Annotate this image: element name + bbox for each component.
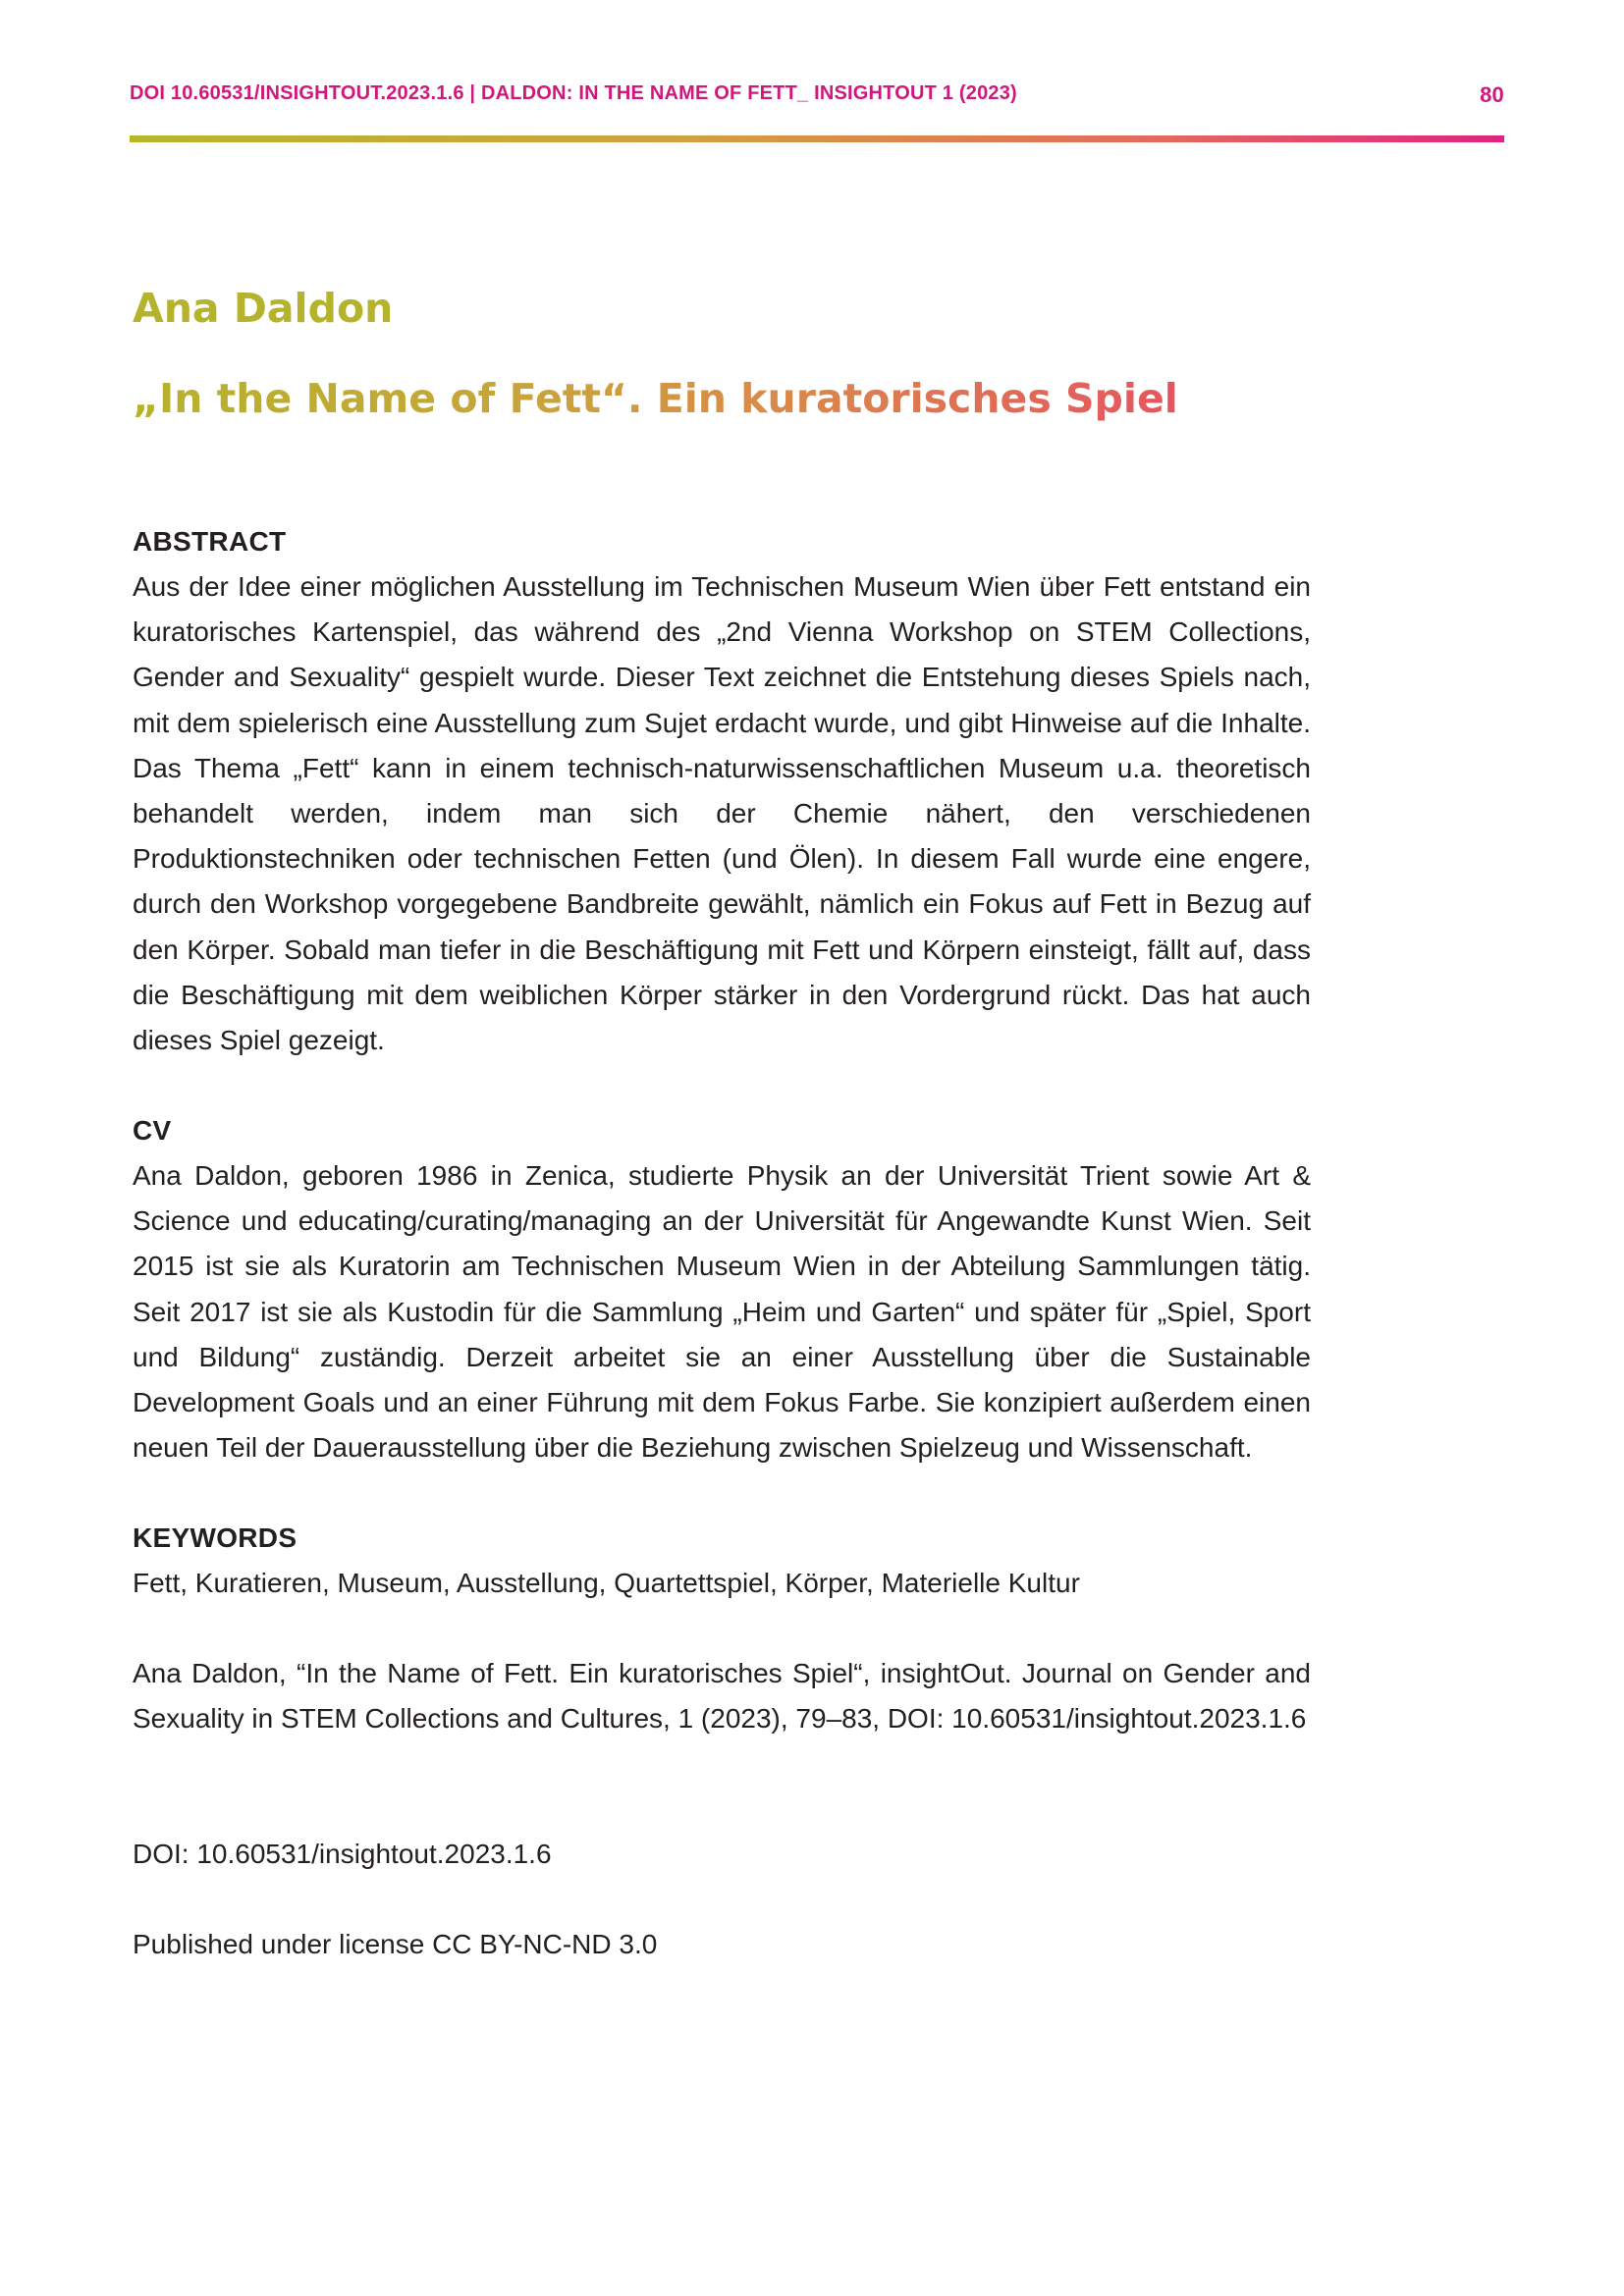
abstract-section xyxy=(133,519,1311,1063)
abstract-text: Aus der Idee einer möglichen Ausstellung im Technischen Museum Wien über Fett entstand ein kuratorisches Kartenspiel, das während des „2nd Vienna Workshop on STEM Collections, Gender and Sexuality“ gespielt wurde. Dieser Text zeichnet die Entstehung dieses Spiels nach, mit dem spielerisch eine Ausstellung zum Sujet erdacht wurde, und gibt Hinweise auf die Inhalte. Das Thema „Fett“ kann in einem technisch-naturwissenschaftlichen Museum u.a. theoretisch behandelt werden, indem man sich der Chemie nähert, den verschiedenen Produktionstechniken oder technischen Fetten (und Ölen). In diesem Fall wurde eine engere, durch den Workshop vorgegebene Bandbreite gewählt, nämlich ein Fokus auf Fett in Bezug auf den Körper. Sobald man tiefer in die Beschäftigung mit Fett und Körpern einsteigt, fällt auf, dass die Beschäftigung mit dem weiblichen Körper stärker in den Vordergrund rückt. Das hat auch dieses Spiel gezeigt. xyxy=(133,571,1311,1056)
article-title: „In the Name of Fett“. Ein kuratorisches Spiel xyxy=(133,375,1178,422)
keywords-text: Fett, Kuratieren, Museum, Ausstellung, Quartettspiel, Körper, Materielle Kultur xyxy=(133,1568,1080,1598)
doi-line: DOI: 10.60531/insightout.2023.1.6 xyxy=(133,1839,552,1869)
cv-section xyxy=(133,1108,1311,1470)
cv-text: Ana Daldon, geboren 1986 in Zenica, studierte Physik an der Universität Trient sowie Art & Science und educating/curating/managing an der Universität für Angewandte Kunst Wien. Seit 2015 ist sie als Kuratorin am Technischen Museum Wien in der Abteilung Sammlungen tätig. Seit 2017 ist sie als Kustodin für die Sammlung „Heim und Garten“ und später für „Spiel, Sport und Bildung“ zuständig. Derzeit arbeitet sie an einer Ausstellung über die Sustainable Development Goals und an einer Führung mit dem Fokus Farbe. Sie konzipiert außerdem einen neuen Teil der Dauerausstellung über die Beziehung zwischen Spielzeug und Wissenschaft. xyxy=(133,1160,1311,1464)
running-head: DOI 10.60531/INSIGHTOUT.2023.1.6 | DALDON: IN THE NAME OF FETT_ INSIGHTOUT 1 (2023) xyxy=(130,82,1017,104)
keywords-section xyxy=(133,1516,1311,1606)
citation-text: Ana Daldon, “In the Name of Fett. Ein kuratorisches Spiel“, insightOut. Journal on Gender and Sexuality in STEM Collections and Cultures, 1 (2023), 79–83, DOI: 10.60531/insightout.2023.1.6 xyxy=(133,1658,1311,1735)
author-name: Ana Daldon xyxy=(133,285,394,332)
abstract-heading: ABSTRACT xyxy=(133,526,287,557)
running-header xyxy=(130,82,1504,112)
page-number: 80 xyxy=(1480,82,1504,107)
keywords-heading: KEYWORDS xyxy=(133,1522,298,1553)
header-divider xyxy=(130,135,1504,142)
license-line: Published under license CC BY-NC-ND 3.0 xyxy=(133,1929,658,1959)
cv-heading: CV xyxy=(133,1115,172,1146)
